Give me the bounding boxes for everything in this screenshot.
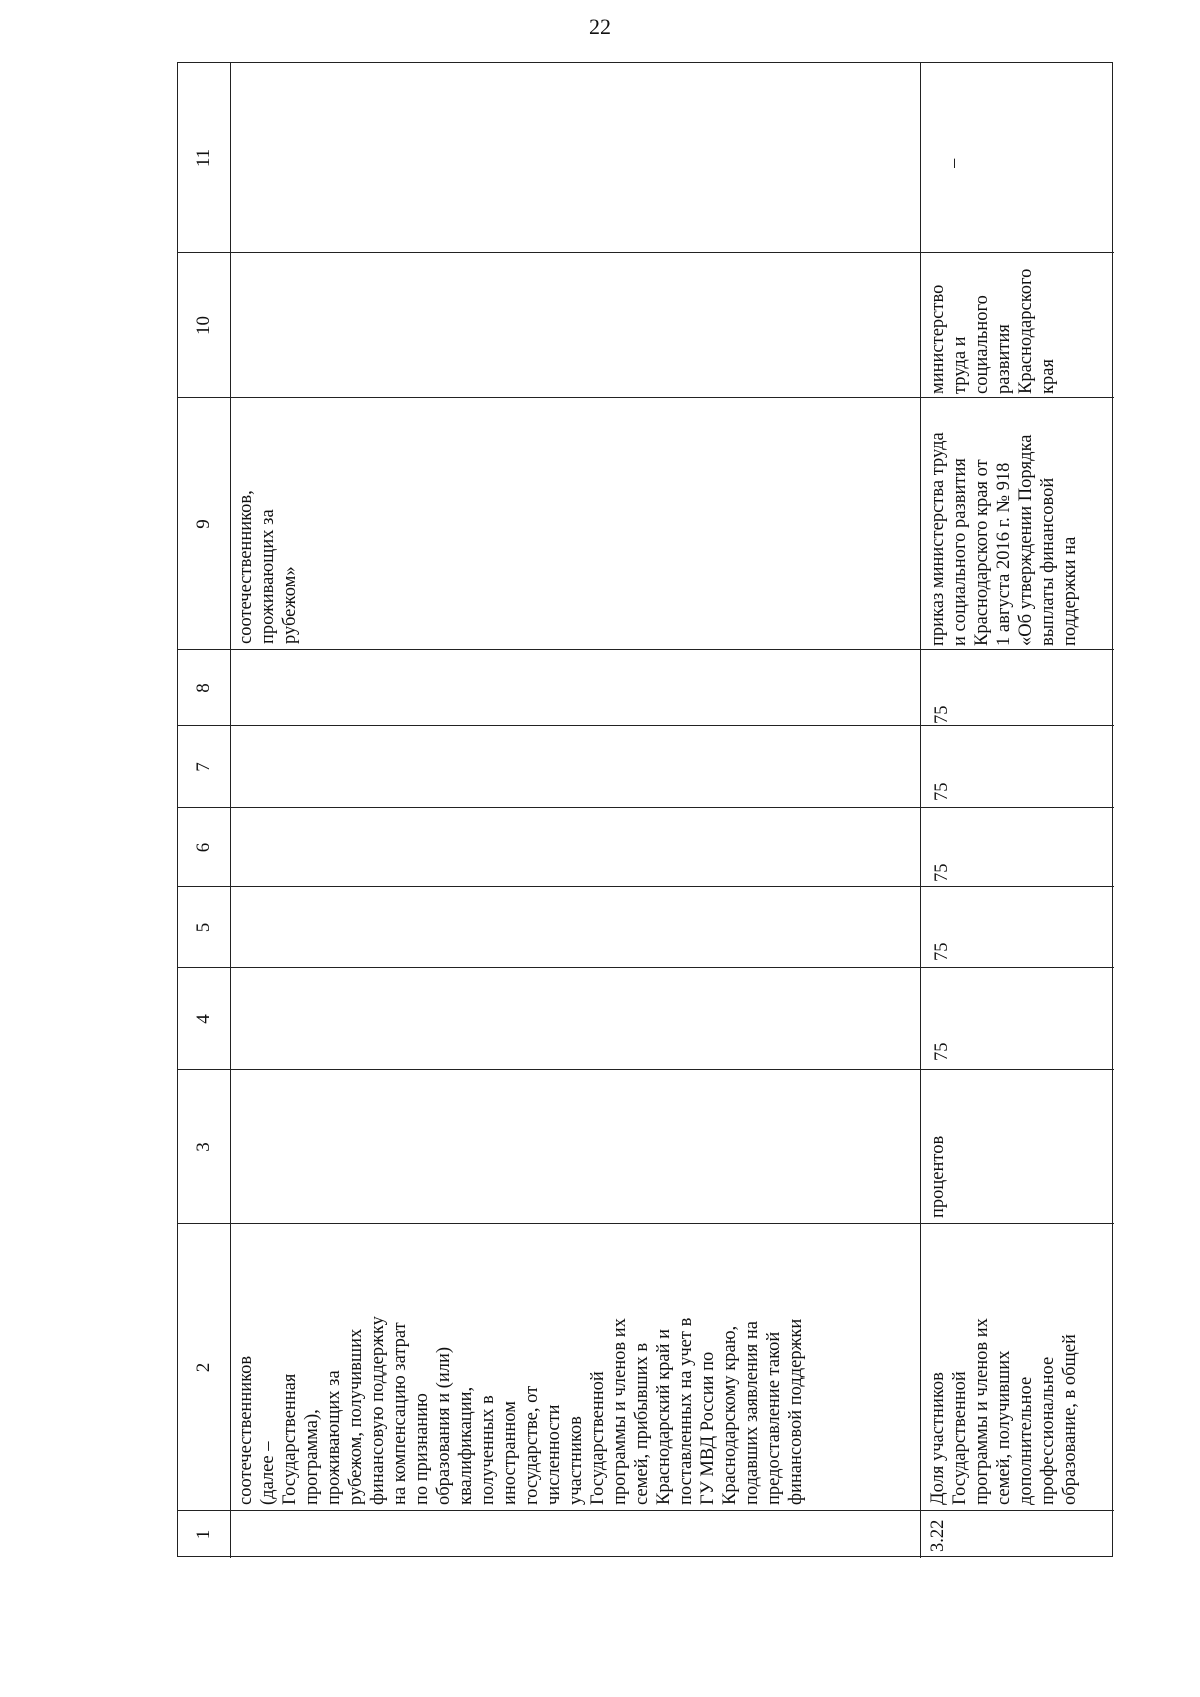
header-col-10: 10	[193, 316, 214, 335]
header-col-6: 6	[193, 842, 214, 853]
source-continuation: соотечественников, проживающих за рубежом»	[236, 490, 300, 644]
unit-cell: процентов	[928, 1135, 948, 1218]
header-col-5: 5	[193, 922, 214, 933]
header-col-2: 2	[193, 1362, 214, 1373]
legal-basis-text: приказ министерства труда и социального развития Краснодарского края от 1 августа 2016 г. № 918 «Об утверждении Порядка выплаты финансовой поддержки на	[928, 432, 1080, 646]
header-col-4: 4	[193, 1014, 214, 1024]
responsible-agency: министерство труда и социального развития Краснодарского края	[928, 268, 1058, 394]
value-col-5: 75	[932, 942, 952, 961]
indicator-continuation: соотечественников (далее – Государственная программа), проживающих за рубежом, получивших финансовую поддержку на компенсацию затрат по признанию образования и (или) квалификации, полученных в иностранном государстве, от численности участников Государственной программы и членов их семей, прибывших в Краснодарский край и поставленных на учет в ГУ МВД России по Краснодарскому краю, подавших заявления на предоставление такой финансовой поддержки	[236, 1316, 806, 1505]
col-divider	[178, 397, 1114, 398]
value-col-6: 75	[932, 863, 952, 882]
header-col-9: 9	[193, 519, 214, 529]
table-body	[178, 63, 1114, 1558]
row-divider	[920, 63, 921, 1558]
header-col-3: 3	[193, 1142, 214, 1152]
value-col-8: 75	[932, 705, 952, 724]
value-col-7: 75	[932, 782, 952, 801]
header-divider	[230, 63, 231, 1558]
col-divider	[178, 649, 1114, 650]
indicator-text: Доля участников Государственной программы и членов их семей, получивших дополнительное профессиональное образование, в общей	[928, 1318, 1080, 1505]
col-divider	[178, 1069, 1114, 1070]
header-col-11: 11	[193, 148, 214, 168]
row-number: 3.22	[928, 1519, 948, 1552]
col-11-dash: –	[944, 158, 964, 168]
header-col-7: 7	[193, 762, 214, 772]
col-divider	[178, 725, 1114, 726]
value-col-4: 75	[932, 1042, 952, 1061]
col-divider	[178, 807, 1114, 808]
rotated-table	[177, 62, 1113, 1557]
header-col-8: 8	[193, 683, 214, 693]
page-number: 22	[589, 14, 611, 39]
col-divider	[178, 252, 1114, 253]
col-divider	[178, 1510, 1114, 1511]
header-col-1: 1	[193, 1529, 214, 1540]
col-divider	[178, 886, 1114, 887]
col-divider	[178, 967, 1114, 968]
